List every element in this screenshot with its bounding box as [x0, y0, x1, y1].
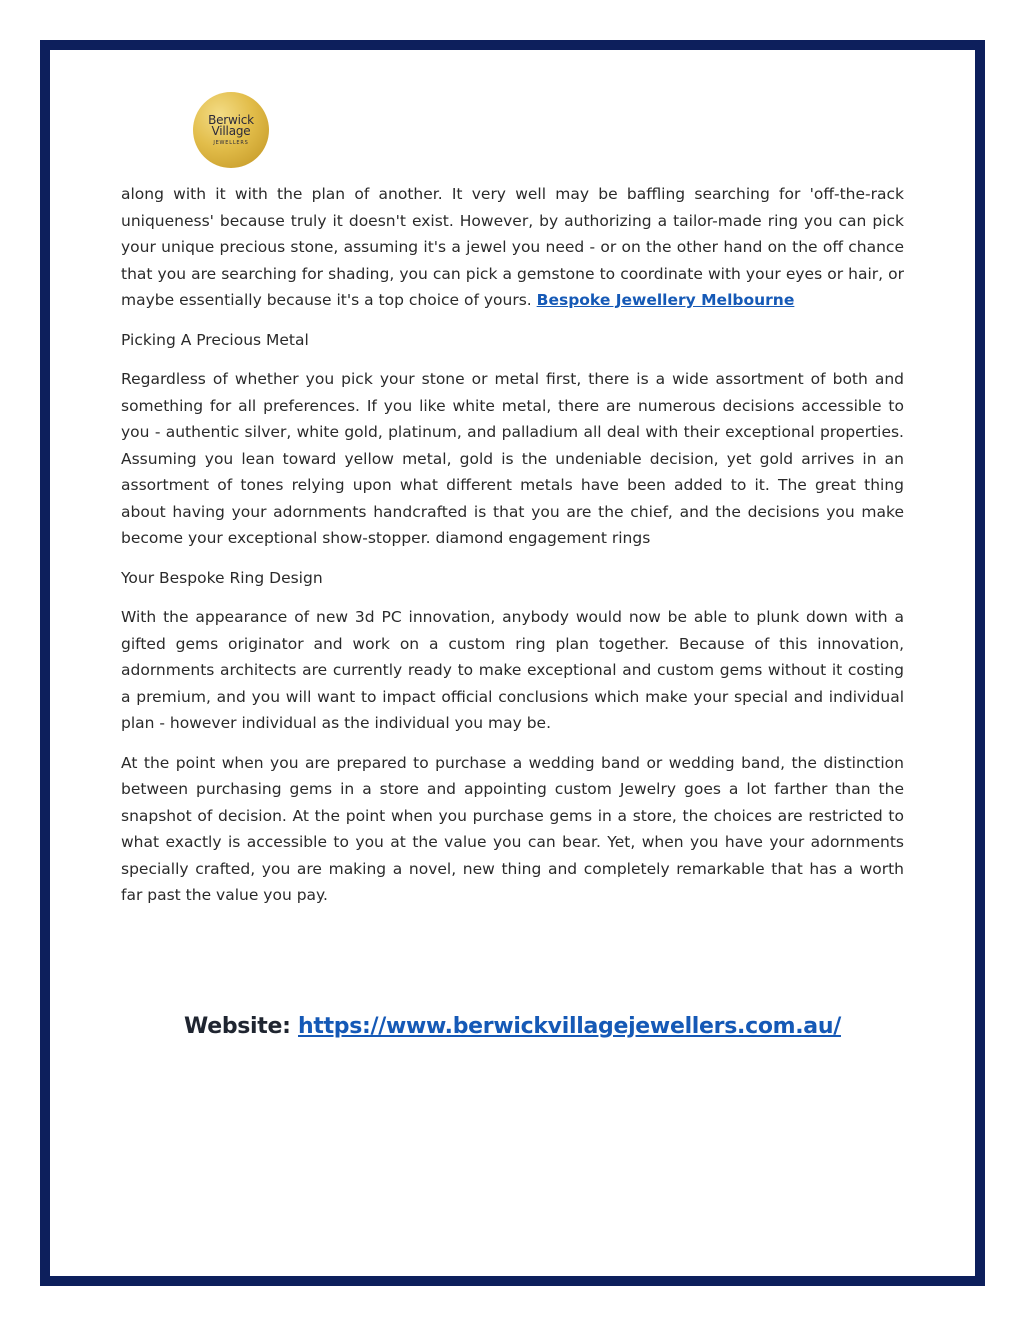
logo-line-3: JEWELLERS [213, 139, 249, 146]
page-frame [40, 40, 985, 1286]
article-body [121, 181, 904, 922]
paragraph-2: Regardless of whether you pick your stone or metal first, there is a wide assortment of both and something for all preferences. If you like white metal, there are numerous decisions accessible to you - authentic silver, white gold, platinum, and palladium all deal with their exceptional properties. Assuming you lean toward yellow metal, gold is the undeniable decision, yet gold arrives in an assortment of tones relying upon what different metals have been added to it. The great thing about having your adornments handcrafted is that you are the chief, and the decisions you make become your exceptional show-stopper. diamond engagement rings [121, 370, 904, 547]
website-url-link[interactable]: https://www.berwickvillagejewellers.com.au/ [298, 1014, 841, 1039]
bespoke-jewellery-link[interactable]: Bespoke Jewellery Melbourne [536, 291, 795, 309]
paragraph-3: With the appearance of new 3d PC innovation, anybody would now be able to plunk down with a gifted gems originator and work on a custom ring plan together. Because of this innovation, adornments architects are currently ready to make exceptional and custom gems without it costing a premium, and you will want to impact official conclusions which make your special and individual plan - however individual as the individual you may be. [121, 608, 904, 732]
paragraph-1-text: along with it with the plan of another. It very well may be baffling searching for 'off-the-rack uniqueness' because truly it doesn't exist. However, by authorizing a tailor-made ring you can pick your unique precious stone, assuming it's a jewel you need - or on the other hand on the off chance that you are searching for shading, you can pick a gemstone to coordinate with your eyes or hair, or maybe essentially because it's a top choice of yours. [121, 185, 904, 309]
berwick-village-logo [193, 92, 269, 168]
logo-line-2: Village [211, 123, 251, 138]
section-heading-precious-metal: Picking A Precious Metal [121, 330, 309, 349]
paragraph-1 [121, 181, 904, 314]
website-label: Website: [184, 1014, 298, 1039]
logo-line-1: Berwick [208, 112, 254, 127]
paragraph-4: At the point when you are prepared to purchase a wedding band or wedding band, the distinction between purchasing gems in a store and appointing custom Jewelry goes a lot farther than the snapshot of decision. At the point when you purchase gems in a store, the choices are restricted to what exactly is accessible to you at the value you can bear. Yet, when you have your adornments specially crafted, you are making a novel, new thing and completely remarkable that has a worth far past the value you pay. [121, 753, 904, 904]
website-line [50, 1014, 975, 1039]
section-heading-ring-design: Your Bespoke Ring Design [121, 568, 323, 587]
